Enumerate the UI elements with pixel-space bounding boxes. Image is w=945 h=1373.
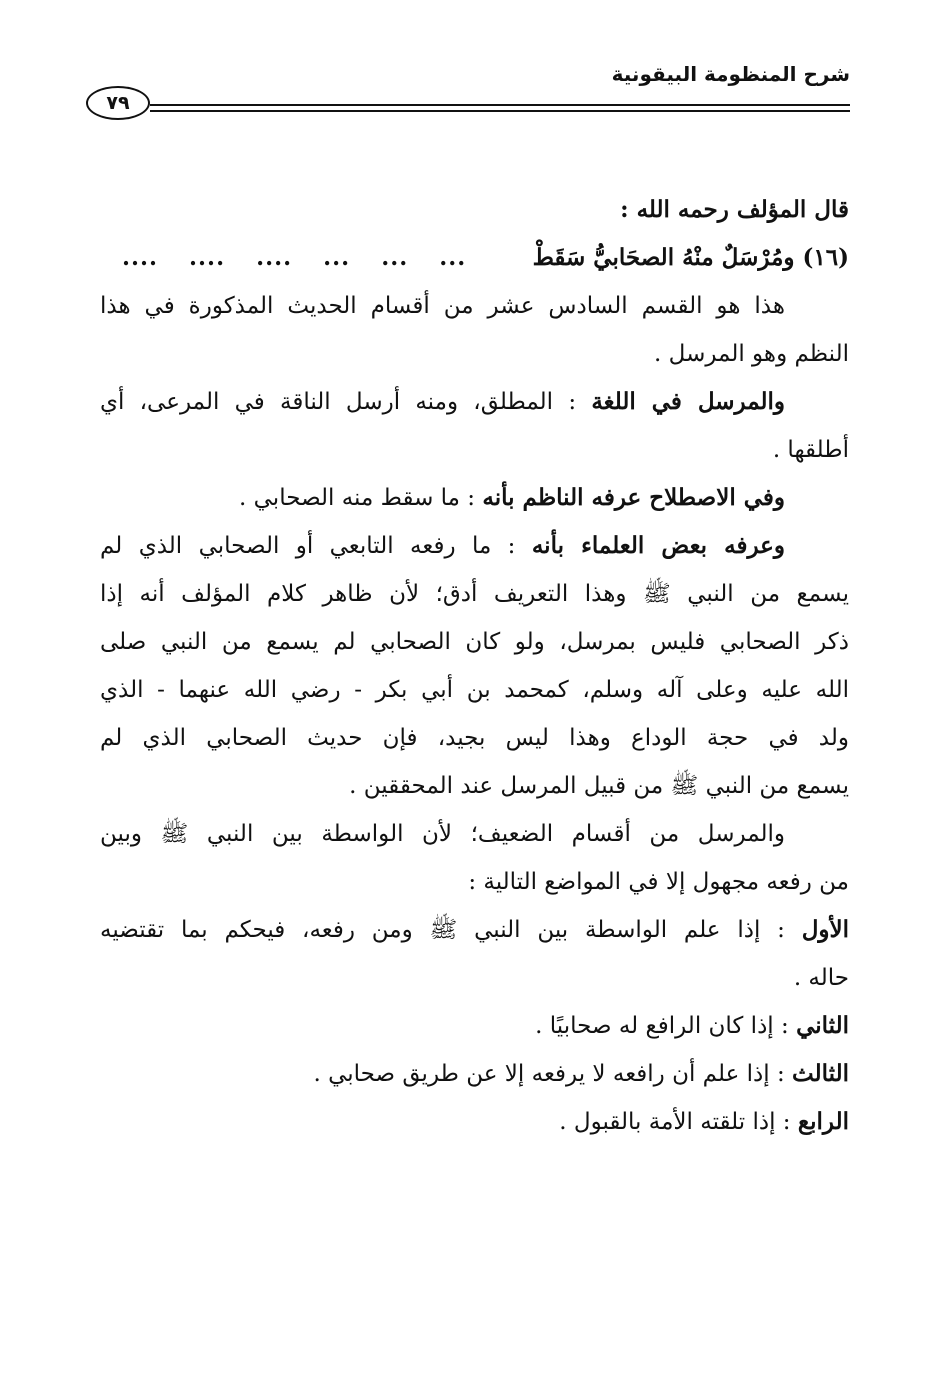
list-item-text: : إذا تلقته الأمة بالقبول . <box>559 1109 791 1135</box>
verse-dots <box>100 234 466 282</box>
dots-group: .... <box>256 244 293 271</box>
list-item-text: : إذا علم أن رافعه لا يرفعه إلا عن طريق صحابي . <box>313 1061 785 1087</box>
paragraph-line: والمرسل من أقسام الضعيف؛ لأن الواسطة بين النبي ﷺ وبين <box>100 821 785 847</box>
paragraph-line: النظم وهو المرسل . <box>654 341 849 367</box>
paragraph-line: الله عليه وعلى آله وسلم، كمحمد بن أبي بكر - رضي الله عنهما - الذي <box>100 677 849 703</box>
verse-text: (١٦) ومُرْسَلٌ منْهُ الصحَابيُّ سَقَطْ <box>532 244 849 271</box>
running-header-title: شرح المنظومة البيقونية <box>611 62 850 86</box>
dots-group: .... <box>122 244 159 271</box>
list-item-label: الرابع <box>797 1108 849 1135</box>
definition-term: وعرفه بعض العلماء بأنه <box>531 532 786 559</box>
paragraph-line: ذكر الصحابي فليس بمرسل، ولو كان الصحابي لم يسمع من النبي صلى <box>100 629 849 655</box>
definition-text: : المطلق، ومنه أرسل الناقة في المرعى، أي <box>100 389 577 415</box>
header-rule <box>150 104 850 112</box>
list-item <box>100 906 849 954</box>
intro-line: قال المؤلف رحمه الله : <box>620 196 849 223</box>
dots-group: .... <box>189 244 226 271</box>
list-item-text: : إذا علم الواسطة بين النبي ﷺ ومن رفعه، فيحكم بما تقتضيه <box>100 917 785 943</box>
list-item-label: الأول <box>801 916 849 943</box>
definition-text: : ما سقط منه الصحابي . <box>239 485 476 511</box>
definition-term: وفي الاصطلاح عرفه الناظم بأنه <box>482 484 785 511</box>
definition-line <box>100 522 849 570</box>
list-item <box>100 1002 849 1050</box>
list-item-continuation: حاله . <box>793 965 849 991</box>
page-number: ٧٩ <box>86 86 150 120</box>
list-item-text: : إذا كان الرافع له صحابيًا . <box>535 1013 789 1039</box>
dots-group: ... <box>381 244 409 271</box>
list-item-label: الثالث <box>792 1060 849 1087</box>
page-body <box>100 186 849 1146</box>
definition-line <box>100 378 849 426</box>
paragraph-line: أطلقها . <box>772 437 849 463</box>
list-item <box>100 1098 849 1146</box>
paragraph-line: من رفعه مجهول إلا في المواضع التالية : <box>468 869 849 895</box>
definition-line <box>100 474 849 522</box>
paragraph-line: يسمع من النبي ﷺ وهذا التعريف أدق؛ لأن ظاهر كلام المؤلف أنه إذا <box>100 581 849 607</box>
paragraph-line: ولد في حجة الوداع وهذا ليس بجيد، فإن حديث الصحابي الذي لم <box>100 725 849 751</box>
definition-term: والمرسل في اللغة <box>591 388 785 415</box>
list-item <box>100 1050 849 1098</box>
verse-line <box>100 234 849 282</box>
dots-group: ... <box>439 244 467 271</box>
paragraph-line: يسمع من النبي ﷺ من قبيل المرسل عند المحققين . <box>349 773 849 799</box>
definition-text: : ما رفعه التابعي أو الصحابي الذي لم <box>100 533 516 559</box>
dots-group: ... <box>323 244 351 271</box>
paragraph-line: هذا هو القسم السادس عشر من أقسام الحديث المذكورة في هذا <box>100 293 785 319</box>
list-item-label: الثاني <box>796 1012 849 1039</box>
